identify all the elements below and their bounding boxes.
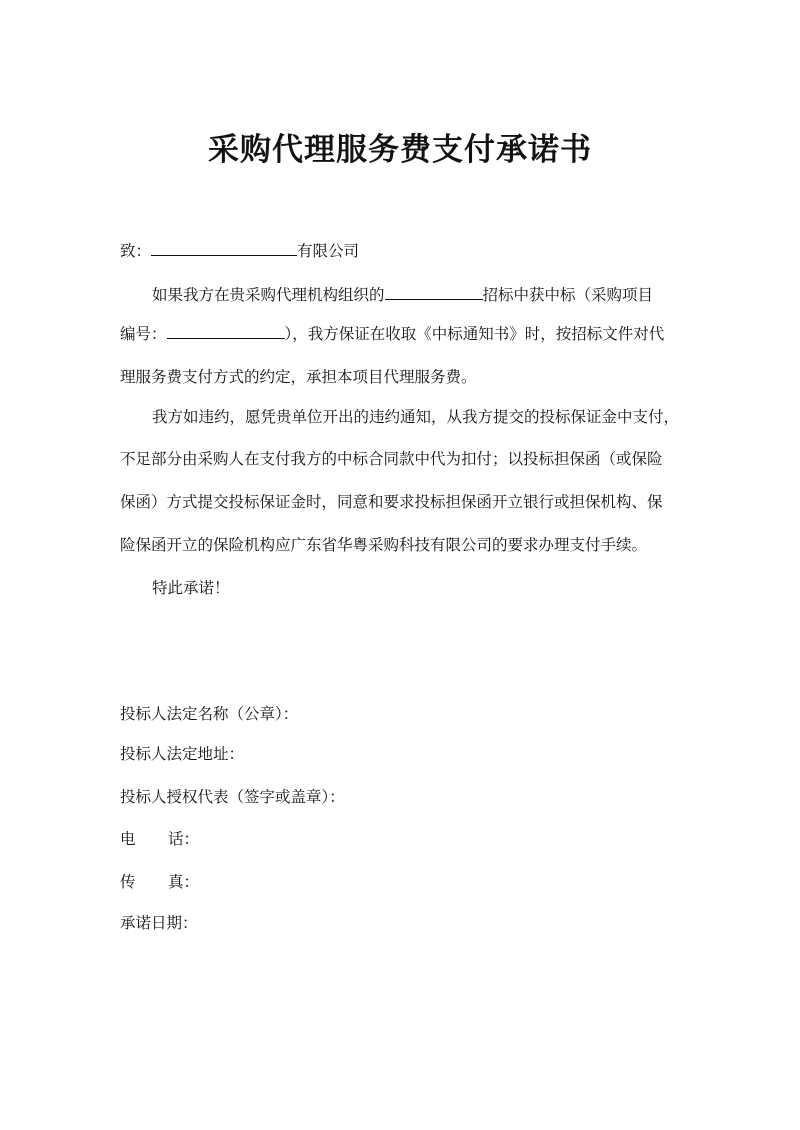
para2-line2: 不足部分由采购人在支付我方的中标合同款中代为扣付；以投标担保函（或保险 bbox=[120, 450, 663, 468]
signature-bidder-address: 投标人法定地址： bbox=[120, 745, 245, 763]
para1-line1 bbox=[152, 282, 653, 307]
company-name-blank[interactable] bbox=[151, 238, 297, 256]
para2-line1: 我方如违约，愿凭贵单位开出的违约通知，从我方提交的投标保证金中支付， bbox=[152, 408, 680, 426]
project-number-label: 编号： bbox=[120, 325, 167, 343]
signature-phone bbox=[120, 827, 200, 851]
para2-line4: 险保函开立的保险机构应广东省华粤采购科技有限公司的要求办理支付手续。 bbox=[120, 536, 648, 554]
phone-label-a: 电 bbox=[120, 830, 136, 848]
para1-text-c: ），我方保证在收取《中标通知书》时，按招标文件对代 bbox=[284, 325, 665, 343]
para1-text-a: 如果我方在贵采购代理机构组织的 bbox=[152, 286, 385, 304]
signature-date: 承诺日期： bbox=[120, 914, 198, 932]
closing-line: 特此承诺！ bbox=[152, 579, 230, 597]
signature-fax bbox=[120, 870, 200, 894]
salutation-line bbox=[120, 238, 359, 263]
para1-line3: 理服务费支付方式的约定，承担本项目代理服务费。 bbox=[120, 368, 477, 386]
procurement-agency-blank[interactable] bbox=[385, 282, 483, 300]
fax-label-a: 传 bbox=[120, 873, 136, 891]
fax-label-b: 真： bbox=[168, 873, 200, 891]
para1-text-b: 招标中获中标（采购项目 bbox=[482, 286, 654, 304]
signature-representative: 投标人授权代表（签字或盖章）： bbox=[120, 788, 345, 806]
para2-line3: 保函）方式提交投标保证金时，同意和要求投标担保函开立银行或担保机构、保 bbox=[120, 493, 663, 511]
project-number-blank[interactable] bbox=[167, 321, 285, 339]
salutation-prefix: 致： bbox=[120, 242, 152, 260]
salutation-suffix: 有限公司 bbox=[297, 242, 360, 260]
document-title: 采购代理服务费支付承诺书 bbox=[208, 132, 592, 168]
phone-label-b: 话： bbox=[168, 830, 200, 848]
para1-line2 bbox=[120, 321, 664, 346]
signature-bidder-name: 投标人法定名称（公章）： bbox=[120, 705, 299, 723]
